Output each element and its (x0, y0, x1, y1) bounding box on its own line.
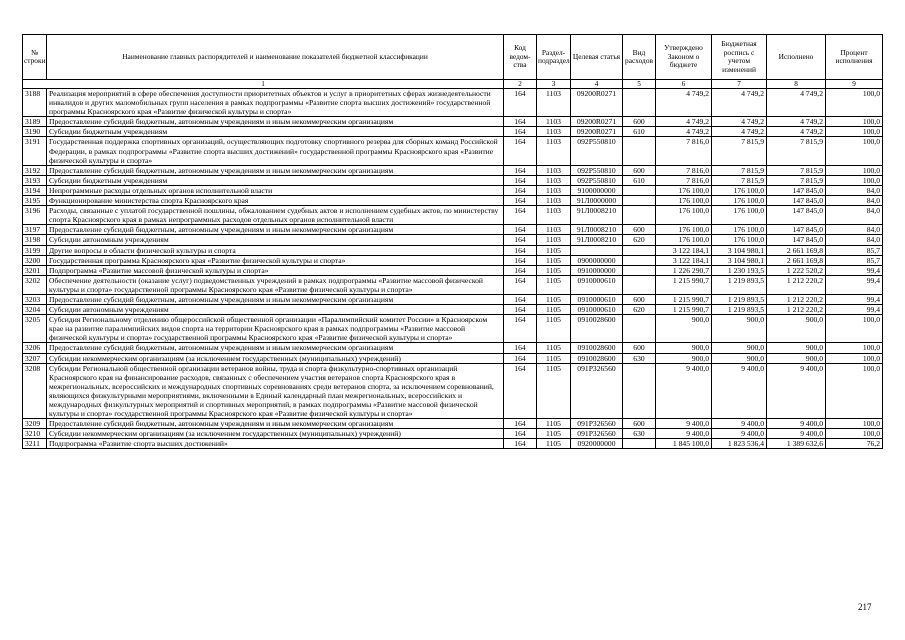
cell-target-article: 91Л0008210 (571, 225, 623, 235)
cell-approved: 176 100,0 (656, 196, 712, 206)
cell-row-number: 3205 (23, 315, 47, 343)
cell-percent: 100,0 (826, 117, 883, 127)
cell-executed: 4 749,2 (767, 127, 826, 137)
cell-department-code: 164 (504, 117, 537, 127)
cell-expense-type (623, 185, 656, 195)
cell-row-number: 3195 (23, 196, 47, 206)
cell-expense-type: 600 (623, 419, 656, 429)
cell-budget-list: 9 400,0 (712, 429, 767, 439)
header-percent: Процент исполнения (826, 35, 883, 80)
column-number: 2 (504, 80, 537, 89)
cell-executed: 1 212 220,2 (767, 305, 826, 315)
cell-executed: 7 815,9 (767, 137, 826, 165)
header-code: Код ведом-ства (504, 35, 537, 80)
cell-approved: 176 100,0 (656, 225, 712, 235)
cell-expense-type: 600 (623, 343, 656, 353)
cell-section: 1105 (537, 305, 571, 315)
column-number: 1 (23, 80, 504, 89)
column-number: 6 (656, 80, 712, 89)
cell-executed: 4 749,2 (767, 89, 826, 117)
cell-approved: 900,0 (656, 353, 712, 363)
cell-approved: 3 122 184,1 (656, 245, 712, 255)
cell-department-code: 164 (504, 245, 537, 255)
cell-name: Функционирование министерства спорта Красноярского края (47, 196, 504, 206)
cell-percent: 100,0 (826, 165, 883, 175)
cell-expense-type (623, 137, 656, 165)
cell-expense-type (623, 89, 656, 117)
cell-budget-list: 1 230 193,5 (712, 265, 767, 275)
cell-target-article: 09200R0271 (571, 117, 623, 127)
cell-approved: 1 215 990,7 (656, 275, 712, 294)
cell-name: Предоставление субсидий бюджетным, автономным учреждениям и иным некоммерческим организациям (47, 117, 504, 127)
header-row (23, 35, 883, 80)
cell-percent: 99,4 (826, 294, 883, 304)
cell-department-code: 164 (504, 255, 537, 265)
cell-expense-type: 600 (623, 165, 656, 175)
table-row (23, 225, 883, 235)
page-number: 217 (858, 602, 872, 612)
cell-section: 1105 (537, 255, 571, 265)
cell-section: 1105 (537, 294, 571, 304)
cell-row-number: 3202 (23, 275, 47, 294)
cell-expense-type (623, 206, 656, 225)
cell-executed: 147 845,0 (767, 235, 826, 245)
cell-name: Подпрограмма «Развитие массовой физической культуры и спорта» (47, 265, 504, 275)
cell-section: 1105 (537, 419, 571, 429)
cell-expense-type: 630 (623, 353, 656, 363)
cell-row-number: 3204 (23, 305, 47, 315)
cell-name: Предоставление субсидий бюджетным, автономным учреждениям и иным некоммерческим организациям (47, 343, 504, 353)
cell-department-code: 164 (504, 225, 537, 235)
table-body (23, 89, 883, 449)
cell-department-code: 164 (504, 127, 537, 137)
cell-department-code: 164 (504, 294, 537, 304)
cell-name: Субсидии автономным учреждениям (47, 235, 504, 245)
cell-percent: 100,0 (826, 419, 883, 429)
table-row (23, 315, 883, 343)
cell-executed: 4 749,2 (767, 117, 826, 127)
cell-section: 1103 (537, 165, 571, 175)
cell-expense-type: 620 (623, 305, 656, 315)
cell-name: Субсидия Региональному отделению общероссийской общественной организации «Паралимпийский комитет России» в Красноярском крае на развитие паралимпийских видов спорта на территории Красноярского края в рамках подпрограммы «Развитие массовой физической культуры и спорта» государственной программы Красноярского края «Развитие физической культуры и спорта» (47, 315, 504, 343)
cell-department-code: 164 (504, 185, 537, 195)
cell-percent: 100,0 (826, 353, 883, 363)
cell-budget-list: 3 104 980,1 (712, 245, 767, 255)
cell-target-article: 0900000000 (571, 255, 623, 265)
table-row (23, 127, 883, 137)
cell-budget-list: 1 219 893,5 (712, 305, 767, 315)
cell-department-code: 164 (504, 196, 537, 206)
cell-budget-list: 7 815,9 (712, 137, 767, 165)
cell-row-number: 3200 (23, 255, 47, 265)
cell-name: Реализация мероприятий в сфере обеспечения доступности приоритетных объектов и услуг в приоритетных сферах жизнедеятельности инвалидов и других маломобильных групп населения в рамках подпрограммы «Развитие спорта высших достижений» государственной программы Красноярского края «Развитие физической культуры и спорта» (47, 89, 504, 117)
cell-section: 1103 (537, 235, 571, 245)
column-number: 7 (712, 80, 767, 89)
cell-budget-list: 1 219 893,5 (712, 294, 767, 304)
cell-department-code: 164 (504, 419, 537, 429)
cell-row-number: 3206 (23, 343, 47, 353)
cell-row-number: 3198 (23, 235, 47, 245)
cell-target-article: 0910000610 (571, 305, 623, 315)
cell-name: Расходы, связанные с уплатой государственной пошлины, обжалованием судебных актов и исполнением судебных актов, по министерству спорта Красноярского края в рамках непрограммных расходов отдельных органов исполнительной власти (47, 206, 504, 225)
cell-target-article: 092P550810 (571, 175, 623, 185)
cell-name: Предоставление субсидий бюджетным, автономным учреждениям и иным некоммерческим организациям (47, 294, 504, 304)
cell-approved: 3 122 184,1 (656, 255, 712, 265)
cell-target-article: 0910028600 (571, 315, 623, 343)
cell-budget-list: 9 400,0 (712, 363, 767, 419)
cell-name: Подпрограмма «Развитие спорта высших достижений» (47, 439, 504, 449)
header-executed: Исполнено (767, 35, 826, 80)
table-row (23, 235, 883, 245)
cell-executed: 1 212 220,2 (767, 275, 826, 294)
cell-row-number: 3191 (23, 137, 47, 165)
cell-budget-list: 1 823 536,4 (712, 439, 767, 449)
cell-percent: 99,4 (826, 305, 883, 315)
cell-department-code: 164 (504, 363, 537, 419)
table-row (23, 429, 883, 439)
cell-department-code: 164 (504, 439, 537, 449)
cell-percent: 84,0 (826, 225, 883, 235)
cell-expense-type (623, 315, 656, 343)
cell-target-article: 0910028600 (571, 353, 623, 363)
cell-expense-type: 600 (623, 117, 656, 127)
cell-expense-type: 610 (623, 127, 656, 137)
header-row-number: № строки (23, 35, 47, 80)
cell-approved: 176 100,0 (656, 206, 712, 225)
cell-target-article: 091P326560 (571, 419, 623, 429)
cell-department-code: 164 (504, 343, 537, 353)
cell-percent: 100,0 (826, 89, 883, 117)
cell-expense-type (623, 439, 656, 449)
cell-executed: 2 661 169,8 (767, 255, 826, 265)
cell-row-number: 3201 (23, 265, 47, 275)
cell-budget-list: 900,0 (712, 353, 767, 363)
cell-name: Субсидии Региональной общественной организации ветеранов войны, труда и спорта физкультурно-спортивных организаций Красноярского края на финансирование расходов, связанных с обеспечением участия ветеранов спорта Красноярского края в межрегиональных, всероссийских и международных спортивных соревнованиях среди ветеранов спорта, за исключением соревнований, являющихся физкультурными мероприятиями, включенными в Единый календарный план межрегиональных, всероссийских и международных физкультурных мероприятий и спортивных мероприятий, в рамках подпрограммы «Развитие массовой физической культуры и спорта» государственной программы Красноярского края «Развитие физической культуры и спорта» (47, 363, 504, 419)
cell-name: Субсидии автономным учреждениям (47, 305, 504, 315)
cell-percent: 100,0 (826, 343, 883, 353)
cell-target-article: 0910000610 (571, 275, 623, 294)
table-row (23, 137, 883, 165)
cell-section: 1103 (537, 185, 571, 195)
cell-row-number: 3189 (23, 117, 47, 127)
column-number: 8 (767, 80, 826, 89)
cell-section: 1103 (537, 225, 571, 235)
cell-target-article: 09200R0271 (571, 89, 623, 117)
cell-executed: 7 815,9 (767, 175, 826, 185)
cell-row-number: 3197 (23, 225, 47, 235)
cell-department-code: 164 (504, 275, 537, 294)
cell-percent: 99,4 (826, 275, 883, 294)
cell-budget-list: 900,0 (712, 315, 767, 343)
cell-budget-list: 4 749,2 (712, 89, 767, 117)
cell-budget-list: 3 104 980,1 (712, 255, 767, 265)
table-row (23, 165, 883, 175)
cell-name: Государственная поддержка спортивных организаций, осуществляющих подготовку спортивного резерва для сборных команд Российской Федерации, в рамках подпрограммы «Развитие спорта высших достижений» государственной программы Красноярского края «Развитие физической культуры и спорта» (47, 137, 504, 165)
cell-target-article: 91Л0008210 (571, 235, 623, 245)
cell-budget-list: 4 749,2 (712, 127, 767, 137)
cell-percent: 100,0 (826, 127, 883, 137)
cell-department-code: 164 (504, 89, 537, 117)
cell-expense-type: 600 (623, 294, 656, 304)
cell-percent: 85,7 (826, 255, 883, 265)
cell-target-article: 0910028600 (571, 343, 623, 353)
cell-approved: 9 400,0 (656, 419, 712, 429)
table-row (23, 185, 883, 195)
cell-target-article: 91Л0008210 (571, 206, 623, 225)
cell-name: Предоставление субсидий бюджетным, автономным учреждениям и иным некоммерческим организациям (47, 165, 504, 175)
cell-approved: 176 100,0 (656, 185, 712, 195)
cell-target-article: 09200R0271 (571, 127, 623, 137)
cell-percent: 84,0 (826, 185, 883, 195)
cell-row-number: 3203 (23, 294, 47, 304)
column-number: 3 (537, 80, 571, 89)
table-row (23, 245, 883, 255)
cell-section: 1103 (537, 137, 571, 165)
cell-expense-type: 610 (623, 175, 656, 185)
cell-percent: 84,0 (826, 206, 883, 225)
cell-name: Государственная программа Красноярского края «Развитие физической культуры и спорта» (47, 255, 504, 265)
cell-budget-list: 176 100,0 (712, 206, 767, 225)
cell-target-article (571, 245, 623, 255)
cell-percent: 100,0 (826, 363, 883, 419)
table-row (23, 265, 883, 275)
cell-approved: 1 845 100,0 (656, 439, 712, 449)
cell-budget-list: 7 815,9 (712, 165, 767, 175)
cell-department-code: 164 (504, 265, 537, 275)
cell-section: 1105 (537, 275, 571, 294)
cell-row-number: 3193 (23, 175, 47, 185)
cell-budget-list: 900,0 (712, 343, 767, 353)
cell-section: 1103 (537, 196, 571, 206)
table-row (23, 363, 883, 419)
cell-expense-type (623, 255, 656, 265)
cell-executed: 147 845,0 (767, 225, 826, 235)
cell-row-number: 3196 (23, 206, 47, 225)
cell-department-code: 164 (504, 137, 537, 165)
cell-budget-list: 176 100,0 (712, 235, 767, 245)
cell-executed: 1 389 632,6 (767, 439, 826, 449)
table-row (23, 439, 883, 449)
cell-row-number: 3208 (23, 363, 47, 419)
cell-section: 1105 (537, 429, 571, 439)
cell-target-article: 91Л0000000 (571, 196, 623, 206)
column-number-row (23, 80, 883, 89)
cell-approved: 4 749,2 (656, 127, 712, 137)
header-expense-type: Вид расходов (623, 35, 656, 80)
table-row (23, 117, 883, 127)
cell-row-number: 3188 (23, 89, 47, 117)
cell-percent: 100,0 (826, 175, 883, 185)
cell-name: Субсидии бюджетным учреждениям (47, 127, 504, 137)
cell-name: Предоставление субсидий бюджетным, автономным учреждениям и иным некоммерческим организациям (47, 419, 504, 429)
cell-executed: 147 845,0 (767, 185, 826, 195)
cell-executed: 9 400,0 (767, 429, 826, 439)
table-row (23, 175, 883, 185)
column-number: 9 (826, 80, 883, 89)
cell-percent: 100,0 (826, 137, 883, 165)
header-article: Целевая статья (571, 35, 623, 80)
cell-name: Другие вопросы в области физической культуры и спорта (47, 245, 504, 255)
cell-percent: 85,7 (826, 245, 883, 255)
cell-section: 1105 (537, 353, 571, 363)
cell-budget-list: 7 815,9 (712, 175, 767, 185)
cell-section: 1103 (537, 89, 571, 117)
cell-executed: 900,0 (767, 353, 826, 363)
cell-row-number: 3192 (23, 165, 47, 175)
table-row (23, 353, 883, 363)
cell-row-number: 3199 (23, 245, 47, 255)
cell-approved: 4 749,2 (656, 89, 712, 117)
cell-department-code: 164 (504, 165, 537, 175)
cell-executed: 1 212 220,2 (767, 294, 826, 304)
cell-section: 1105 (537, 315, 571, 343)
cell-name: Непрограммные расходы отдельных органов исполнительной власти (47, 185, 504, 195)
budget-table (22, 34, 883, 449)
cell-expense-type (623, 265, 656, 275)
table-row (23, 305, 883, 315)
cell-department-code: 164 (504, 206, 537, 225)
cell-target-article: 091P326560 (571, 363, 623, 419)
cell-section: 1103 (537, 206, 571, 225)
cell-executed: 2 661 169,8 (767, 245, 826, 255)
column-number: 4 (571, 80, 623, 89)
cell-expense-type (623, 275, 656, 294)
cell-name: Субсидии некоммерческим организациям (за исключением государственных (муниципальных) учреждений) (47, 429, 504, 439)
cell-executed: 147 845,0 (767, 206, 826, 225)
cell-percent: 99,4 (826, 265, 883, 275)
cell-percent: 84,0 (826, 196, 883, 206)
column-number: 5 (623, 80, 656, 89)
cell-executed: 9 400,0 (767, 419, 826, 429)
table-header (23, 35, 883, 89)
cell-expense-type (623, 245, 656, 255)
cell-percent: 76,2 (826, 439, 883, 449)
cell-expense-type: 620 (623, 235, 656, 245)
cell-executed: 1 222 520,2 (767, 265, 826, 275)
table-row (23, 275, 883, 294)
cell-name: Обеспечение деятельности (оказание услуг) подведомственных учреждений в рамках подпрограммы «Развитие массовой физической культуры и спорта» государственной программы Красноярского края «Развитие физической культуры и спорта» (47, 275, 504, 294)
cell-section: 1105 (537, 343, 571, 353)
cell-approved: 176 100,0 (656, 235, 712, 245)
cell-expense-type (623, 196, 656, 206)
cell-approved: 1 215 990,7 (656, 305, 712, 315)
cell-executed: 9 400,0 (767, 363, 826, 419)
table-row (23, 196, 883, 206)
cell-target-article: 0910000000 (571, 265, 623, 275)
cell-row-number: 3209 (23, 419, 47, 429)
cell-target-article: 0910000610 (571, 294, 623, 304)
cell-executed: 147 845,0 (767, 196, 826, 206)
cell-department-code: 164 (504, 353, 537, 363)
cell-approved: 1 226 290,7 (656, 265, 712, 275)
table-row (23, 343, 883, 353)
cell-department-code: 164 (504, 235, 537, 245)
cell-budget-list: 4 749,2 (712, 117, 767, 127)
cell-section: 1103 (537, 175, 571, 185)
cell-approved: 1 215 990,7 (656, 294, 712, 304)
cell-percent: 84,0 (826, 235, 883, 245)
cell-section: 1103 (537, 117, 571, 127)
cell-budget-list: 176 100,0 (712, 225, 767, 235)
cell-name: Предоставление субсидий бюджетным, автономным учреждениям и иным некоммерческим организациям (47, 225, 504, 235)
cell-row-number: 3194 (23, 185, 47, 195)
cell-budget-list: 9 400,0 (712, 419, 767, 429)
cell-row-number: 3210 (23, 429, 47, 439)
cell-target-article: 0920000000 (571, 439, 623, 449)
table-row (23, 294, 883, 304)
cell-budget-list: 176 100,0 (712, 185, 767, 195)
cell-section: 1105 (537, 439, 571, 449)
cell-approved: 7 816,0 (656, 175, 712, 185)
header-approved: Утверждено Законом о бюджете (656, 35, 712, 80)
cell-executed: 7 815,9 (767, 165, 826, 175)
cell-name: Субсидии бюджетным учреждениям (47, 175, 504, 185)
cell-department-code: 164 (504, 429, 537, 439)
cell-approved: 9 400,0 (656, 363, 712, 419)
cell-section: 1105 (537, 363, 571, 419)
cell-department-code: 164 (504, 315, 537, 343)
table-row (23, 206, 883, 225)
table-row (23, 419, 883, 429)
cell-executed: 900,0 (767, 343, 826, 353)
cell-expense-type (623, 363, 656, 419)
cell-target-article: 091P326560 (571, 429, 623, 439)
cell-target-article: 092P550810 (571, 137, 623, 165)
cell-name: Субсидии некоммерческим организациям (за исключением государственных (муниципальных) учреждений) (47, 353, 504, 363)
cell-expense-type: 630 (623, 429, 656, 439)
cell-budget-list: 176 100,0 (712, 196, 767, 206)
cell-department-code: 164 (504, 305, 537, 315)
cell-department-code: 164 (504, 175, 537, 185)
cell-target-article: 9100000000 (571, 185, 623, 195)
cell-approved: 9 400,0 (656, 429, 712, 439)
cell-expense-type: 600 (623, 225, 656, 235)
cell-section: 1103 (537, 127, 571, 137)
cell-row-number: 3211 (23, 439, 47, 449)
cell-percent: 100,0 (826, 429, 883, 439)
cell-percent: 100,0 (826, 315, 883, 343)
cell-section: 1105 (537, 265, 571, 275)
cell-executed: 900,0 (767, 315, 826, 343)
cell-row-number: 3207 (23, 353, 47, 363)
cell-budget-list: 1 219 893,5 (712, 275, 767, 294)
cell-approved: 7 816,0 (656, 137, 712, 165)
header-budget-list: Бюджетная роспись с учетом изменений (712, 35, 767, 80)
cell-approved: 900,0 (656, 343, 712, 353)
cell-row-number: 3190 (23, 127, 47, 137)
cell-section: 1105 (537, 245, 571, 255)
header-section: Раздел-подраздел (537, 35, 571, 80)
table-row (23, 255, 883, 265)
cell-approved: 900,0 (656, 315, 712, 343)
table-row (23, 89, 883, 117)
cell-approved: 7 816,0 (656, 165, 712, 175)
cell-target-article: 092P550810 (571, 165, 623, 175)
header-name: Наименование главных распорядителей и наименование показателей бюджетной классификации (47, 35, 504, 80)
cell-approved: 4 749,2 (656, 117, 712, 127)
